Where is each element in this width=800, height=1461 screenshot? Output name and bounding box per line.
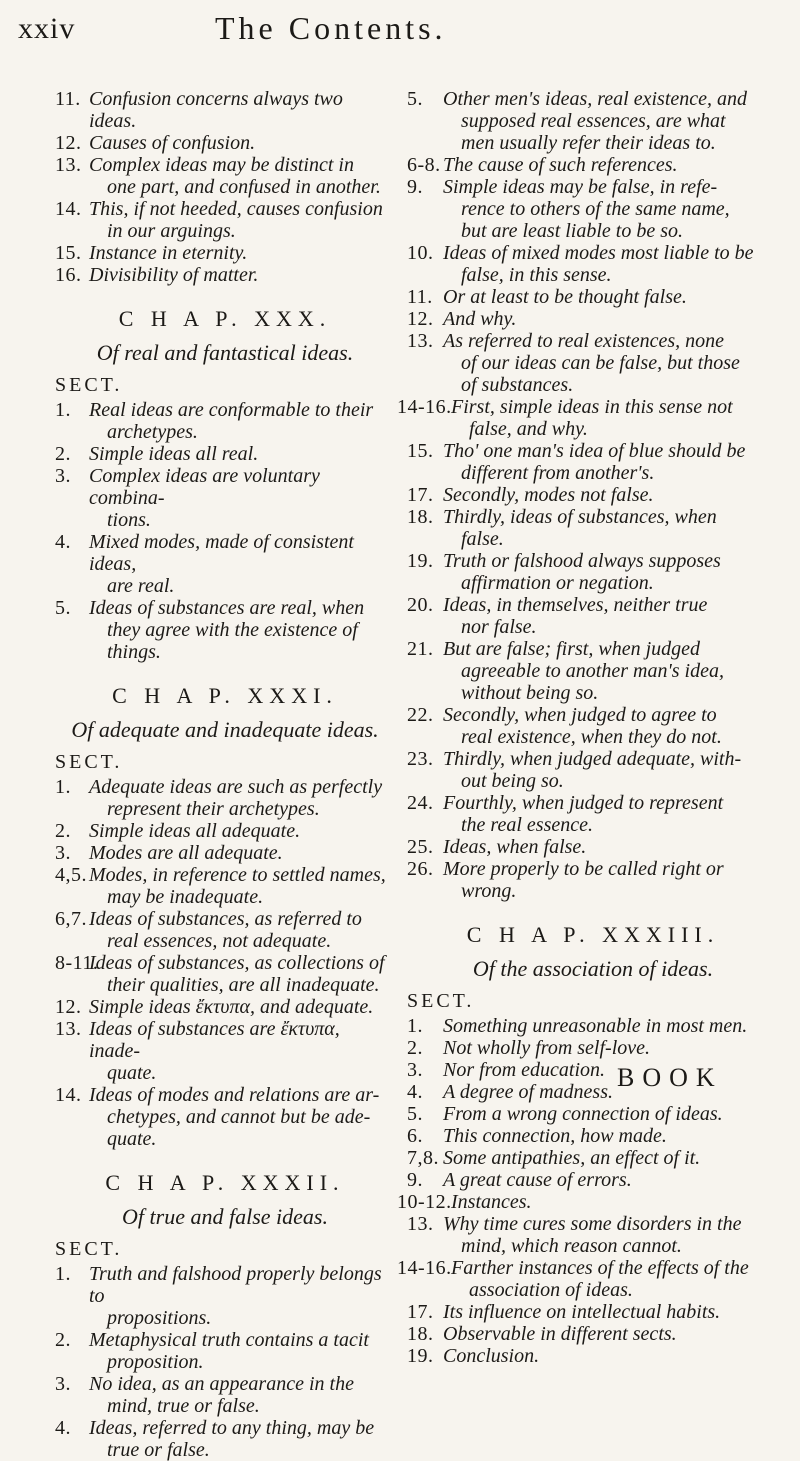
section-number: 13.	[407, 1213, 434, 1235]
contents-entry	[55, 1417, 395, 1461]
entry-line: This connection, how made.	[443, 1125, 667, 1147]
chapter-heading: C H A P. XXXIII.	[466, 922, 720, 947]
section-label: SECT.	[55, 751, 123, 773]
section-number: 2.	[55, 443, 71, 465]
section-number: 15.	[55, 242, 82, 264]
section-number: 19.	[407, 1345, 434, 1367]
entry-line: Not wholly from self-love.	[443, 1037, 651, 1059]
entry-text	[443, 1169, 779, 1191]
chapter-30-list	[55, 399, 395, 663]
contents-entry	[407, 704, 779, 748]
entry-text	[443, 792, 779, 836]
entry-text	[89, 1373, 395, 1417]
section-number: 3.	[55, 1373, 71, 1395]
section-number: 6-8.	[407, 154, 441, 176]
section-number: 1.	[55, 1263, 71, 1285]
entry-line: Something unreasonable in most men.	[443, 1015, 748, 1037]
entry-text	[89, 820, 395, 842]
section-number: 12.	[407, 308, 434, 330]
contents-entry	[407, 154, 779, 176]
entry-line: Causes of confusion.	[89, 132, 256, 154]
contents-entry	[407, 638, 779, 704]
entry-text	[443, 748, 779, 792]
entry-line: out being so.	[461, 770, 564, 792]
contents-entry	[55, 1373, 395, 1417]
contents-entry	[55, 88, 395, 132]
entry-line: Mixed modes, made of consistent ideas,	[89, 531, 354, 575]
entry-line: Modes are all adequate.	[89, 842, 283, 864]
contents-entry	[397, 1257, 779, 1301]
entry-line: Ideas of mixed modes most liable to be	[443, 242, 754, 264]
entry-text	[89, 465, 395, 531]
section-number: 5.	[407, 88, 423, 110]
entry-text	[443, 704, 779, 748]
entry-line: Ideas of substances, as referred to	[89, 908, 362, 930]
entry-line: proposition.	[107, 1351, 204, 1373]
contents-entry	[407, 1125, 779, 1147]
entry-text	[451, 1257, 779, 1301]
entry-text	[89, 776, 395, 820]
section-number: 2.	[407, 1037, 423, 1059]
entry-text	[89, 1417, 395, 1461]
entry-line: Complex ideas are voluntary combina-	[89, 465, 320, 509]
section-number: 5.	[407, 1103, 423, 1125]
contents-entry	[55, 1084, 395, 1150]
contents-entry	[407, 286, 779, 308]
entry-line: First, simple ideas in this sense not	[451, 396, 733, 418]
entry-line: Instances.	[451, 1191, 532, 1213]
entry-text	[89, 399, 395, 443]
entry-line: mind, which reason cannot.	[461, 1235, 682, 1257]
section-number: 10-12.	[397, 1191, 452, 1213]
chapter-heading: C H A P. XXXI.	[112, 683, 338, 708]
section-number: 26.	[407, 858, 434, 880]
entry-line: false, and why.	[469, 418, 588, 440]
entry-line: Truth or falshood always supposes	[443, 550, 721, 572]
entry-text	[443, 308, 779, 330]
entry-text	[89, 1263, 395, 1329]
contents-entry	[407, 330, 779, 396]
entry-line: Confusion concerns always two ideas.	[89, 88, 343, 132]
entry-text	[89, 154, 395, 198]
entry-line: Modes, in reference to settled names,	[89, 864, 386, 886]
entry-line: men usually refer their ideas to.	[461, 132, 716, 154]
entry-line: true or false.	[107, 1439, 210, 1461]
entry-text	[89, 908, 395, 952]
contents-entry	[397, 396, 779, 440]
contents-entry	[55, 443, 395, 465]
entry-text	[89, 864, 395, 908]
entry-line: A great cause of errors.	[443, 1169, 632, 1191]
section-label: SECT.	[407, 990, 475, 1012]
entry-line: Why time cures some disorders in the	[443, 1213, 742, 1235]
contents-entry	[407, 1059, 779, 1081]
entry-text	[443, 330, 779, 396]
entry-line: represent their archetypes.	[107, 798, 320, 820]
entry-text	[443, 1323, 779, 1345]
entry-line: Secondly, modes not false.	[443, 484, 654, 506]
entry-text	[89, 264, 395, 286]
entry-text	[443, 242, 779, 286]
contents-entry	[407, 1147, 779, 1169]
section-number: 14-16.	[397, 396, 452, 418]
entry-line: rence to others of the same name,	[461, 198, 730, 220]
entry-line: Simple ideas all adequate.	[89, 820, 301, 842]
entry-text	[443, 154, 779, 176]
section-number: 1.	[55, 399, 71, 421]
chapter-33-list	[397, 1015, 779, 1367]
contents-entry	[407, 1213, 779, 1257]
entry-text	[443, 1213, 779, 1257]
entry-line: of substances.	[461, 374, 574, 396]
section-number: 14.	[55, 1084, 82, 1106]
contents-entry	[407, 308, 779, 330]
running-head: The Contents.	[215, 10, 447, 46]
entry-line: A degree of madness.	[443, 1081, 613, 1103]
entry-line: The cause of such references.	[443, 154, 678, 176]
section-label: SECT.	[55, 374, 123, 396]
entry-line: Adequate ideas are such as perfectly	[89, 776, 383, 798]
contents-entry	[55, 864, 395, 908]
contents-entry	[55, 1018, 395, 1084]
entry-text	[443, 638, 779, 704]
section-number: 13.	[55, 154, 82, 176]
entry-text	[89, 1084, 395, 1150]
entry-line: association of ideas.	[469, 1279, 633, 1301]
entry-line: Conclusion.	[443, 1345, 540, 1367]
entry-line: Thirdly, ideas of substances, when	[443, 506, 717, 528]
entry-line: No idea, as an appearance in the	[89, 1373, 354, 1395]
page-folio: xxiv	[18, 12, 76, 45]
entry-line: Nor from education.	[443, 1059, 606, 1081]
section-number: 21.	[407, 638, 434, 660]
entry-line: Simple ideas may be false, in refe-	[443, 176, 718, 198]
contents-entry	[407, 1081, 779, 1103]
section-number: 12.	[55, 996, 82, 1018]
section-number: 1.	[55, 776, 71, 798]
entry-line: in our arguings.	[107, 220, 236, 242]
contents-entry	[407, 88, 779, 154]
entry-text	[89, 1018, 395, 1084]
section-number: 17.	[407, 1301, 434, 1323]
entry-line: As referred to real existences, none	[443, 330, 725, 352]
contents-entry	[55, 597, 395, 663]
entry-line: Other men's ideas, real existence, and	[443, 88, 748, 110]
contents-entry	[407, 594, 779, 638]
contents-entry	[55, 1263, 395, 1329]
entry-text	[443, 1345, 779, 1367]
contents-entry	[55, 264, 395, 286]
chapter-31-list	[55, 776, 395, 1150]
section-number: 13.	[55, 1018, 82, 1040]
section-number: 2.	[55, 1329, 71, 1351]
entry-line: Observable in different sects.	[443, 1323, 677, 1345]
entry-line: affirmation or negation.	[461, 572, 654, 594]
entry-line: quate.	[107, 1062, 157, 1084]
section-number: 20.	[407, 594, 434, 616]
entry-text	[443, 506, 779, 550]
entry-line: Its influence on intellectual habits.	[443, 1301, 721, 1323]
entry-line: Ideas of substances are ἔκτυπα, inade-	[89, 1018, 340, 1062]
entry-text	[443, 440, 779, 484]
section-number: 15.	[407, 440, 434, 462]
entry-text	[443, 858, 779, 902]
entry-line: false.	[461, 528, 504, 550]
entry-line: may be inadequate.	[107, 886, 264, 908]
entry-line: And why.	[443, 308, 517, 330]
section-number: 9.	[407, 176, 423, 198]
section-number: 6,7.	[55, 908, 87, 930]
section-number: 4.	[55, 1417, 71, 1439]
entry-line: Ideas of substances, as collections of	[89, 952, 385, 974]
entry-text	[443, 594, 779, 638]
section-number: 19.	[407, 550, 434, 572]
section-number: 24.	[407, 792, 434, 814]
entry-text	[89, 198, 395, 242]
entry-line: real existence, when they do not.	[461, 726, 722, 748]
section-number: 6.	[407, 1125, 423, 1147]
entry-text	[89, 996, 395, 1018]
entry-line: Ideas, in themselves, neither true	[443, 594, 708, 616]
section-number: 3.	[55, 465, 71, 487]
contents-entry	[407, 748, 779, 792]
contents-entry	[55, 198, 395, 242]
chapter-title: Of the association of ideas.	[472, 956, 714, 981]
entry-line: More properly to be called right or	[443, 858, 724, 880]
entry-text	[89, 132, 395, 154]
contents-entry	[407, 550, 779, 594]
entry-line: the real essence.	[461, 814, 593, 836]
left-top-list	[55, 88, 395, 286]
contents-entry	[55, 842, 395, 864]
right-top-list	[397, 88, 779, 902]
section-number: 11.	[55, 88, 81, 110]
entry-line: they agree with the existence of	[107, 619, 358, 641]
entry-text	[89, 952, 395, 996]
section-number: 18.	[407, 506, 434, 528]
section-number: 18.	[407, 1323, 434, 1345]
entry-line: nor false.	[461, 616, 537, 638]
entry-line: Instance in eternity.	[89, 242, 248, 264]
entry-line: Ideas of substances are real, when	[89, 597, 365, 619]
contents-entry	[55, 154, 395, 198]
entry-line: false, in this sense.	[461, 264, 612, 286]
entry-text	[443, 1059, 779, 1081]
contents-entry	[407, 440, 779, 484]
entry-line: real essences, not adequate.	[107, 930, 332, 952]
entry-text	[443, 1147, 779, 1169]
entry-text	[443, 286, 779, 308]
entry-text	[89, 842, 395, 864]
section-number: 3.	[407, 1059, 423, 1081]
contents-entry	[55, 908, 395, 952]
entry-line: Tho' one man's idea of blue should be	[443, 440, 746, 462]
contents-entry	[55, 820, 395, 842]
contents-entry	[407, 506, 779, 550]
entry-line: Fourthly, when judged to represent	[443, 792, 724, 814]
entry-line: Complex ideas may be distinct in	[89, 154, 354, 176]
section-number: 22.	[407, 704, 434, 726]
entry-text	[443, 1081, 779, 1103]
contents-entry	[407, 1301, 779, 1323]
entry-line: From a wrong connection of ideas.	[443, 1103, 723, 1125]
entry-line: but are least liable to be so.	[461, 220, 684, 242]
entry-line: This, if not heeded, causes confusion	[89, 198, 383, 220]
contents-entry	[55, 776, 395, 820]
entry-line: Real ideas are conformable to their	[89, 399, 374, 421]
section-number: 8-11.	[55, 952, 99, 974]
section-number: 4.	[407, 1081, 423, 1103]
entry-text	[443, 1103, 779, 1125]
entry-line: Ideas, when false.	[443, 836, 587, 858]
entry-line: Secondly, when judged to agree to	[443, 704, 717, 726]
contents-entry	[407, 792, 779, 836]
section-number: 23.	[407, 748, 434, 770]
section-number: 13.	[407, 330, 434, 352]
entry-line: But are false; first, when judged	[443, 638, 701, 660]
contents-entry	[407, 242, 779, 286]
chapter-32-list	[55, 1263, 395, 1461]
entry-text	[443, 1037, 779, 1059]
chapter-heading: C H A P. XXXII.	[105, 1170, 345, 1195]
entry-line: supposed real essences, are what	[461, 110, 726, 132]
entry-line: of our ideas can be false, but those	[461, 352, 740, 374]
entry-text	[89, 88, 395, 132]
left-column	[55, 88, 395, 1461]
entry-line: Farther instances of the effects of the	[451, 1257, 749, 1279]
section-number: 3.	[55, 842, 71, 864]
contents-entry	[55, 132, 395, 154]
contents-entry	[397, 1191, 779, 1213]
entry-text	[89, 242, 395, 264]
entry-line: Thirdly, when judged adequate, with-	[443, 748, 742, 770]
section-number: 5.	[55, 597, 71, 619]
section-number: 2.	[55, 820, 71, 842]
entry-text	[89, 531, 395, 597]
section-number: 14-16.	[397, 1257, 452, 1279]
entry-text	[443, 176, 779, 242]
section-number: 10.	[407, 242, 434, 264]
contents-entry	[55, 242, 395, 264]
entry-line: Simple ideas ἔκτυπα, and adequate.	[89, 996, 374, 1018]
section-number: 4,5.	[55, 864, 87, 886]
entry-line: Divisibility of matter.	[89, 264, 259, 286]
entry-line: one part, and confused in another.	[107, 176, 381, 198]
entry-text	[443, 550, 779, 594]
entry-line: are real.	[107, 575, 175, 597]
section-number: 9.	[407, 1169, 423, 1191]
entry-text	[451, 396, 779, 440]
entry-line: Ideas, referred to any thing, may be	[89, 1417, 375, 1439]
contents-entry	[407, 176, 779, 242]
entry-line: Simple ideas all real.	[89, 443, 259, 465]
entry-line: Truth and falshood properly belongs to	[89, 1263, 382, 1307]
entry-text	[443, 484, 779, 506]
contents-entry	[55, 531, 395, 597]
section-number: 1.	[407, 1015, 423, 1037]
entry-line: archetypes.	[107, 421, 198, 443]
entry-line: propositions.	[107, 1307, 212, 1329]
section-label: SECT.	[55, 1238, 123, 1260]
contents-entry	[55, 465, 395, 531]
contents-entry	[55, 399, 395, 443]
entry-line: wrong.	[461, 880, 517, 902]
entry-line: tions.	[107, 509, 151, 531]
section-number: 11.	[407, 286, 433, 308]
section-number: 25.	[407, 836, 434, 858]
contents-entry	[55, 1329, 395, 1373]
contents-entry	[407, 836, 779, 858]
entry-line: Or at least to be thought false.	[443, 286, 687, 308]
section-number: 12.	[55, 132, 82, 154]
entry-line: Some antipathies, an effect of it.	[443, 1147, 701, 1169]
chapter-title: Of real and fantastical ideas.	[96, 340, 354, 365]
catchword: BOOK	[617, 1063, 723, 1092]
contents-entry	[407, 1345, 779, 1367]
entry-text	[443, 1301, 779, 1323]
entry-line: chetypes, and cannot but be ade-	[107, 1106, 371, 1128]
entry-text	[89, 1329, 395, 1373]
entry-line: Ideas of modes and relations are ar-	[89, 1084, 380, 1106]
entry-line: without being so.	[461, 682, 599, 704]
entry-text	[443, 1125, 779, 1147]
section-number: 14.	[55, 198, 82, 220]
entry-text	[443, 836, 779, 858]
entry-line: Metaphysical truth contains a tacit	[89, 1329, 369, 1351]
entry-line: things.	[107, 641, 161, 663]
entry-text	[451, 1191, 779, 1213]
contents-entry	[407, 1037, 779, 1059]
section-number: 4.	[55, 531, 71, 553]
chapter-title: Of true and false ideas.	[122, 1204, 328, 1229]
entry-line: different from another's.	[461, 462, 655, 484]
section-number: 7,8.	[407, 1147, 439, 1169]
section-number: 16.	[55, 264, 82, 286]
entry-text	[89, 597, 395, 663]
contents-entry	[407, 1323, 779, 1345]
contents-entry	[407, 484, 779, 506]
entry-line: quate.	[107, 1128, 157, 1150]
contents-entry	[55, 952, 395, 996]
entry-line: agreeable to another man's idea,	[461, 660, 724, 682]
chapter-title: Of adequate and inadequate ideas.	[71, 717, 379, 742]
contents-entry	[407, 858, 779, 902]
section-number: 17.	[407, 484, 434, 506]
contents-entry	[55, 996, 395, 1018]
entry-text	[443, 1015, 779, 1037]
chapter-heading: C H A P. XXX.	[118, 306, 332, 331]
contents-entry	[407, 1015, 779, 1037]
entry-text	[443, 88, 779, 154]
contents-entry	[407, 1103, 779, 1125]
entry-line: their qualities, are all inadequate.	[107, 974, 380, 996]
contents-entry	[407, 1169, 779, 1191]
right-column	[397, 88, 779, 1367]
entry-text	[89, 443, 395, 465]
entry-line: mind, true or false.	[107, 1395, 260, 1417]
